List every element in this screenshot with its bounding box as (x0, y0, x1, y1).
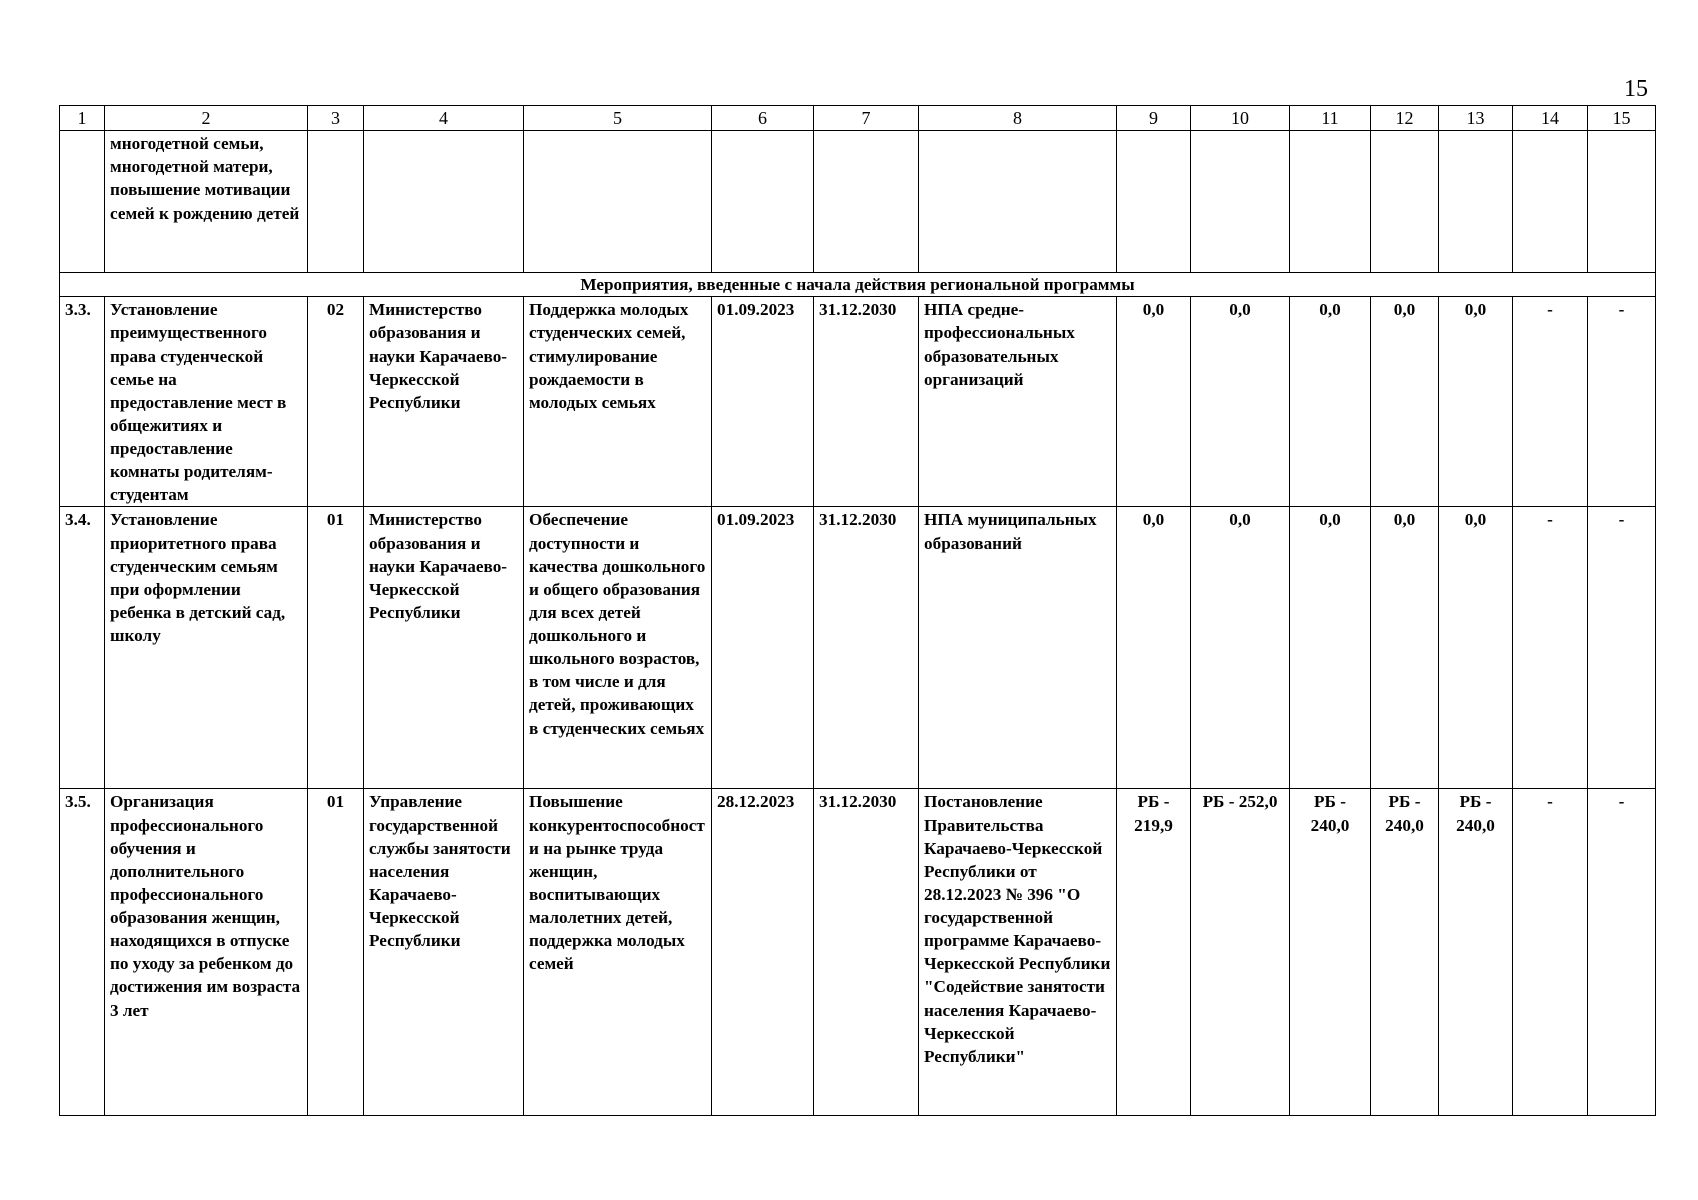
column-number-row (60, 106, 1656, 131)
column-number: 7 (814, 106, 919, 131)
expected-result: Поддержка молодых студенческих семей, стимулирование рождаемости в молодых семьях (524, 297, 712, 507)
funding-value: - (1513, 789, 1588, 1116)
cell-empty (1588, 131, 1656, 273)
column-number: 9 (1117, 106, 1191, 131)
code: 02 (308, 297, 364, 507)
expected-result: Обеспечение доступности и качества дошкольного и общего образования для всех детей дошкольного и школьного возрастов, в том числе и для детей, проживающих в студенческих семьях (524, 507, 712, 789)
activity-name: Установление преимущественного права студенческой семье на предоставление мест в общежитиях и предоставление комнаты родителям-студентам (105, 297, 308, 507)
cell-empty (1513, 131, 1588, 273)
table-row (60, 507, 1656, 789)
cell-empty (919, 131, 1117, 273)
end-date: 31.12.2030 (814, 507, 919, 789)
column-number: 12 (1371, 106, 1439, 131)
cell-empty (308, 131, 364, 273)
activity-name: Организация профессионального обучения и дополнительного профессионального образования женщин, находящихся в отпуске по уходу за ребенком до достижения им возраста 3 лет (105, 789, 308, 1116)
funding-value: - (1513, 507, 1588, 789)
funding-value: 0,0 (1191, 507, 1290, 789)
end-date: 31.12.2030 (814, 789, 919, 1116)
cell-empty (1290, 131, 1371, 273)
column-number: 8 (919, 106, 1117, 131)
cell-empty (712, 131, 814, 273)
funding-value: РБ - 252,0 (1191, 789, 1290, 1116)
funding-value: - (1588, 789, 1656, 1116)
funding-value: РБ - 240,0 (1290, 789, 1371, 1116)
funding-value: 0,0 (1439, 297, 1513, 507)
funding-value: РБ - 240,0 (1439, 789, 1513, 1116)
funding-value: 0,0 (1371, 507, 1439, 789)
cell-empty (1371, 131, 1439, 273)
funding-value: 0,0 (1371, 297, 1439, 507)
column-number: 10 (1191, 106, 1290, 131)
funding-value: - (1588, 507, 1656, 789)
table-row (60, 297, 1656, 507)
funding-value: 0,0 (1290, 297, 1371, 507)
program-activities-table (59, 105, 1656, 1116)
activity-name: Установление приоритетного права студенческим семьям при оформлении ребенка в детский сад, школу (105, 507, 308, 789)
activity-name-continued: многодетной семьи, многодетной матери, повышение мотивации семей к рождению детей (105, 131, 308, 273)
funding-value: РБ - 240,0 (1371, 789, 1439, 1116)
executor: Министерство образования и науки Карачаево-Черкесской Республики (364, 507, 524, 789)
section-title: Мероприятия, введенные с начала действия региональной программы (60, 273, 1656, 297)
row-number: 3.5. (60, 789, 105, 1116)
cell-empty (1191, 131, 1290, 273)
column-number: 11 (1290, 106, 1371, 131)
funding-value: - (1588, 297, 1656, 507)
column-number: 1 (60, 106, 105, 131)
start-date: 01.09.2023 (712, 507, 814, 789)
column-number: 15 (1588, 106, 1656, 131)
row-number: 3.3. (60, 297, 105, 507)
page-number: 15 (1624, 76, 1648, 102)
end-date: 31.12.2030 (814, 297, 919, 507)
cell-empty (524, 131, 712, 273)
column-number: 2 (105, 106, 308, 131)
funding-value: 0,0 (1290, 507, 1371, 789)
cell-empty (364, 131, 524, 273)
column-number: 5 (524, 106, 712, 131)
funding-value: 0,0 (1117, 507, 1191, 789)
executor: Министерство образования и науки Карачаево-Черкесской Республики (364, 297, 524, 507)
column-number: 4 (364, 106, 524, 131)
column-number: 13 (1439, 106, 1513, 131)
start-date: 01.09.2023 (712, 297, 814, 507)
executor: Управление государственной службы занятости населения Карачаево-Черкесской Республики (364, 789, 524, 1116)
section-heading-row (60, 273, 1656, 297)
column-number: 3 (308, 106, 364, 131)
continued-row (60, 131, 1656, 273)
legal-act: НПА средне-профессиональных образовательных организаций (919, 297, 1117, 507)
funding-value: - (1513, 297, 1588, 507)
funding-value: 0,0 (1439, 507, 1513, 789)
column-number: 14 (1513, 106, 1588, 131)
legal-act: НПА муниципальных образований (919, 507, 1117, 789)
table-row (60, 789, 1656, 1116)
code: 01 (308, 507, 364, 789)
row-number: 3.4. (60, 507, 105, 789)
cell-empty (1439, 131, 1513, 273)
funding-value: 0,0 (1191, 297, 1290, 507)
cell-empty (60, 131, 105, 273)
code: 01 (308, 789, 364, 1116)
start-date: 28.12.2023 (712, 789, 814, 1116)
funding-value: РБ - 219,9 (1117, 789, 1191, 1116)
cell-empty (1117, 131, 1191, 273)
legal-act: Постановление Правительства Карачаево-Черкесской Республики от 28.12.2023 № 396 "О государственной программе Карачаево-Черкесской Республики "Содействие занятости населения Карачаево-Черкесской Республики" (919, 789, 1117, 1116)
cell-empty (814, 131, 919, 273)
funding-value: 0,0 (1117, 297, 1191, 507)
column-number: 6 (712, 106, 814, 131)
expected-result: Повышение конкурентоспособности на рынке труда женщин, воспитывающих малолетних детей, поддержка молодых семей (524, 789, 712, 1116)
